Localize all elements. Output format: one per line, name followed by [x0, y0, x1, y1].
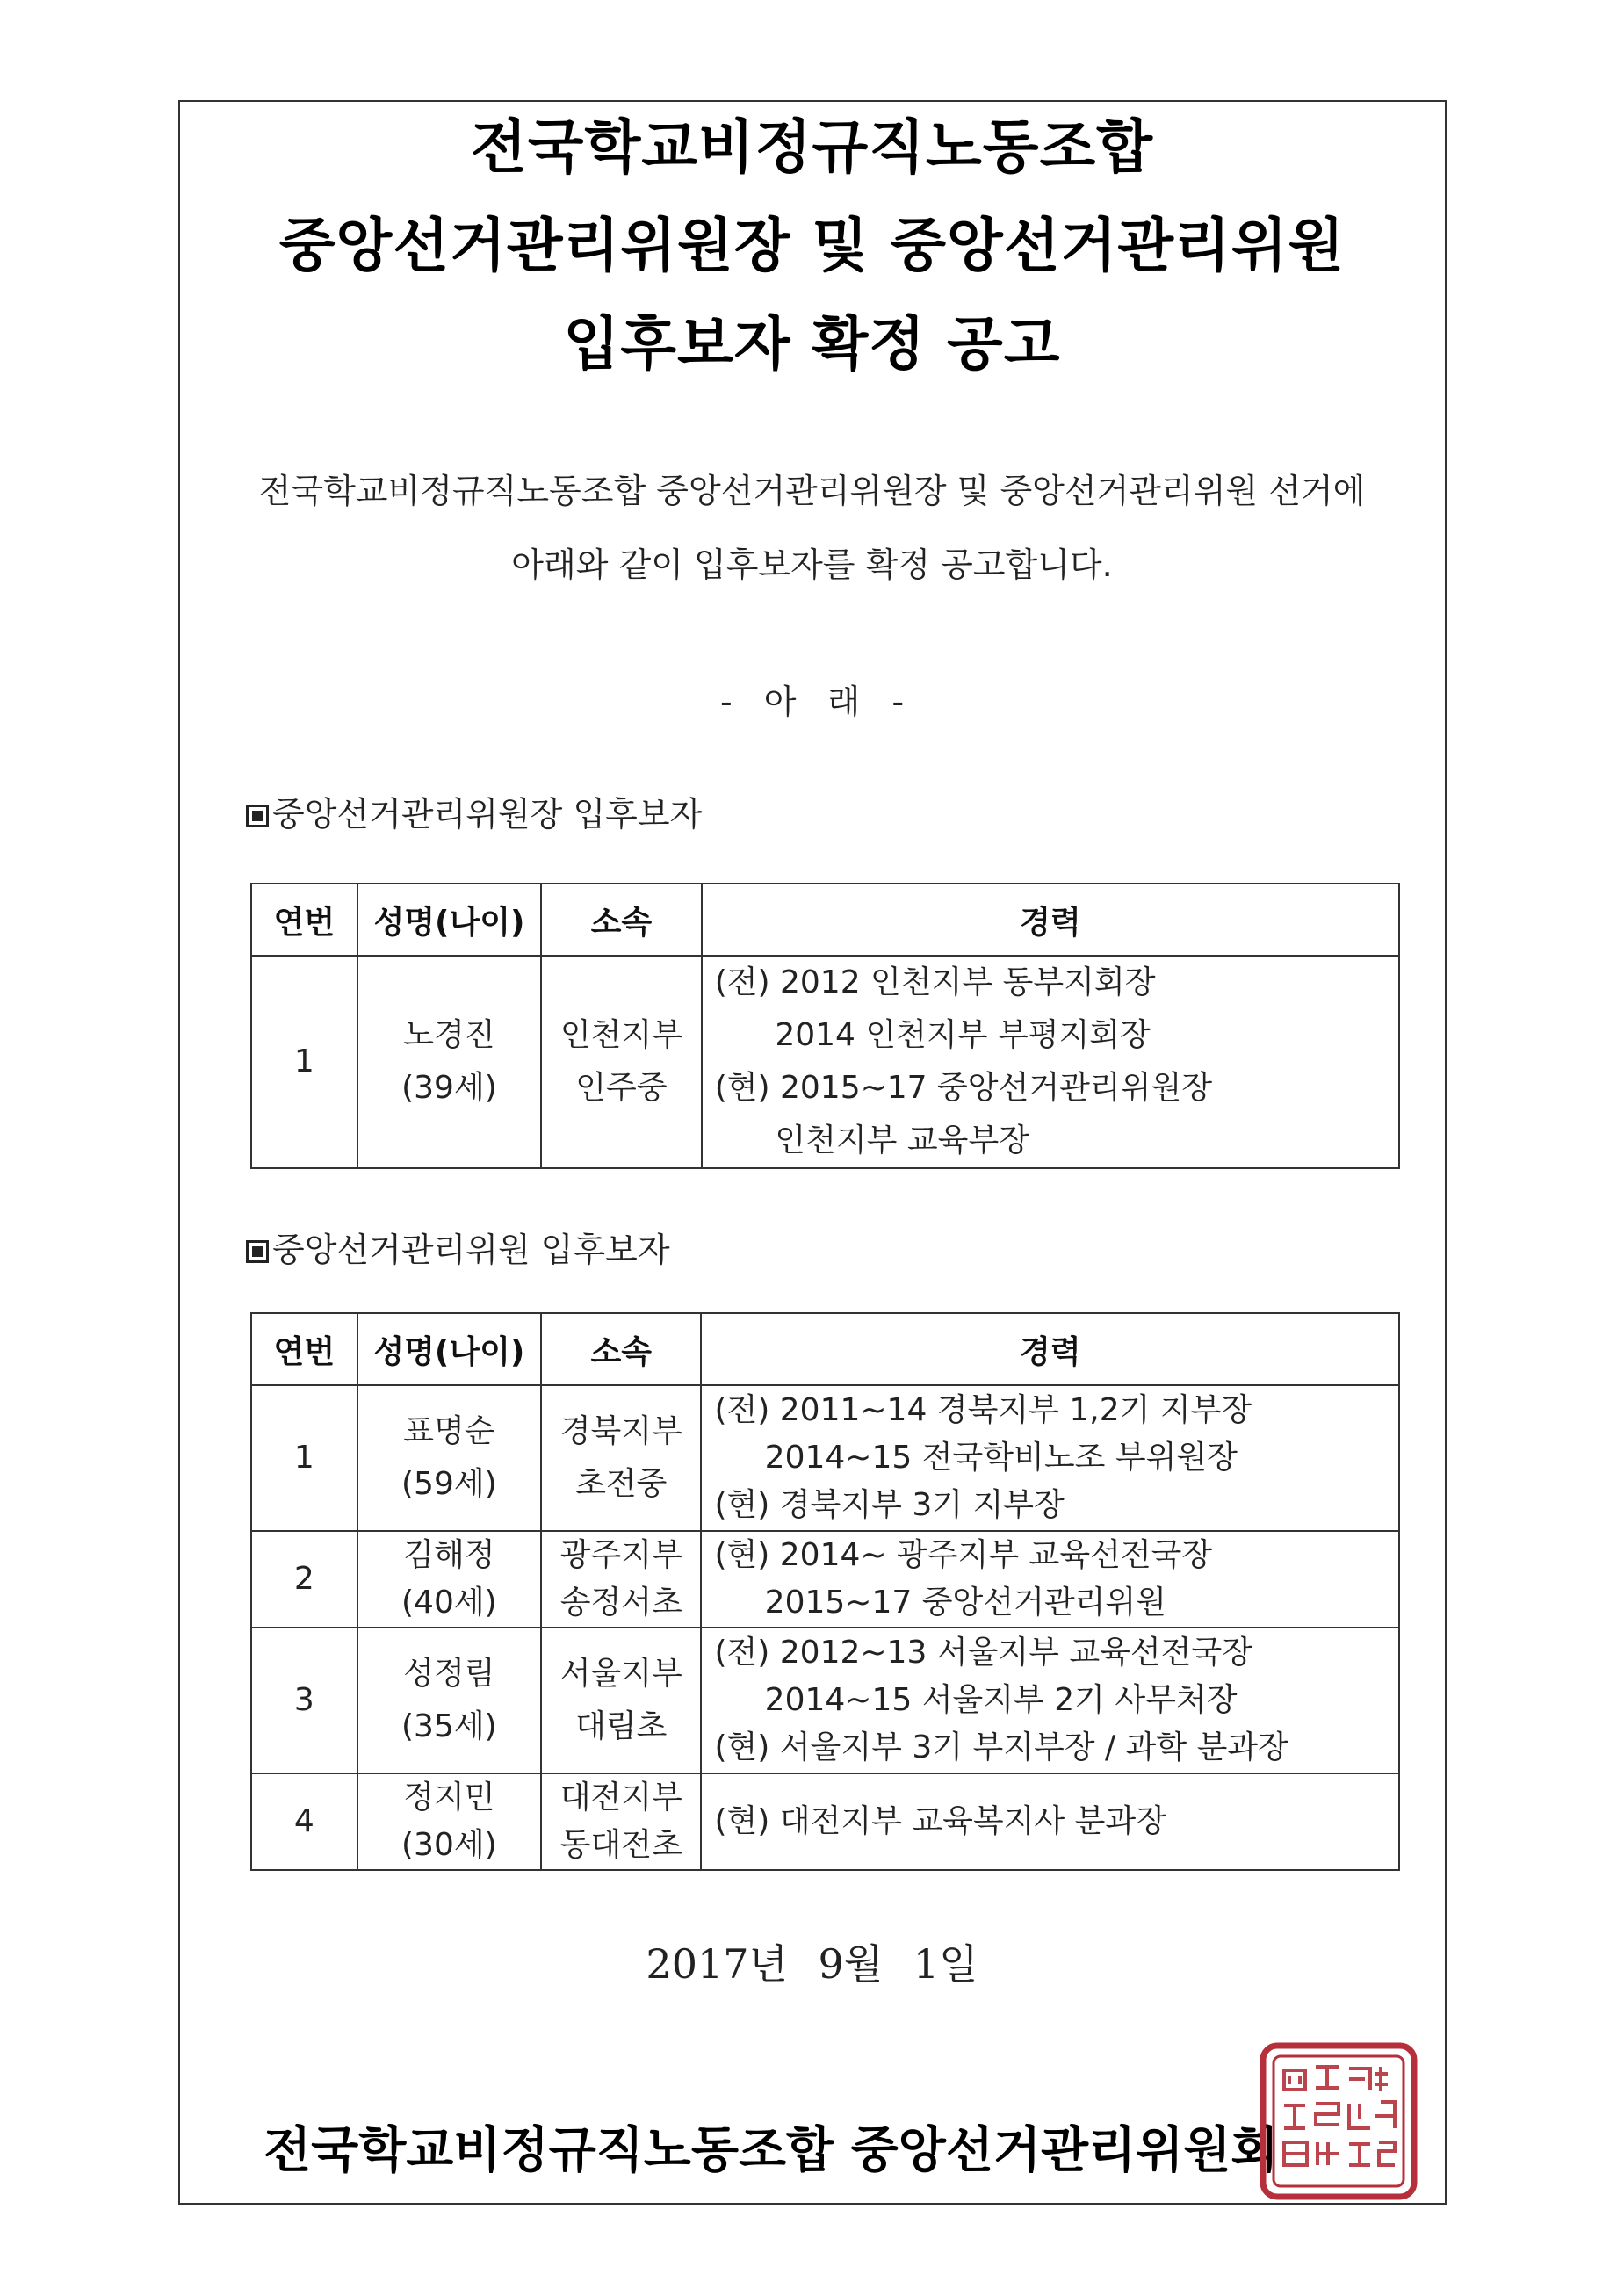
candidate-affiliation-cell: [541, 956, 702, 1168]
candidate-age: (35세): [401, 1708, 497, 1744]
member-candidates-table: [250, 1312, 1400, 1871]
candidate-branch: 인천지부: [559, 1017, 682, 1053]
candidate-age: (59세): [401, 1466, 497, 1502]
candidate-school: 대림초: [575, 1708, 668, 1744]
candidate-school: 인주중: [575, 1070, 668, 1106]
chair-heading-text: 중앙선거관리위원장 입후보자: [272, 795, 703, 834]
career-line: (현) 대전지부 교육복지사 분과장: [714, 1803, 1166, 1839]
candidate-career-cell: [701, 1385, 1399, 1531]
candidate-name-cell: [357, 1628, 541, 1773]
candidate-career-cell: [701, 1531, 1399, 1628]
career-line: (전) 2011~14 경북지부 1,2기 지부장: [714, 1392, 1252, 1428]
chair-candidates-table: [250, 883, 1400, 1169]
candidate-name-cell: [357, 1385, 541, 1531]
candidate-school: 송정서초: [559, 1585, 682, 1621]
header-affiliation: 소속: [541, 884, 702, 956]
candidate-affiliation-cell: [541, 1773, 701, 1870]
filled-square-icon: [246, 805, 269, 827]
career-line: 2014~15 전국학비노조 부위원장: [714, 1440, 1238, 1476]
candidate-career-cell: [702, 956, 1399, 1168]
official-seal-stamp: [1258, 2040, 1419, 2202]
table-row: [251, 1385, 1399, 1531]
candidate-no: 1: [251, 956, 357, 1168]
career-line: 2014 인천지부 부평지회장: [714, 1017, 1151, 1053]
candidate-age: (39세): [401, 1070, 497, 1106]
candidate-no: 4: [251, 1773, 357, 1870]
candidate-name-cell: [357, 1773, 541, 1870]
table-row: [251, 1773, 1399, 1870]
filled-square-icon: [246, 1240, 269, 1263]
title-line-3: 입후보자 확정 공고: [563, 310, 1061, 378]
announcement-date: 2017년 9월 1일: [646, 1940, 978, 1988]
candidate-name: 표명순: [403, 1413, 495, 1449]
candidate-career-cell: [701, 1773, 1399, 1870]
career-line: 2015~17 중앙선거관리위원: [714, 1585, 1166, 1621]
title-line-2: 중앙선거관리위원장 및 중앙선거관리위원: [278, 212, 1346, 279]
below-label: - 아 래 -: [719, 682, 905, 721]
candidate-age: (40세): [401, 1585, 497, 1621]
member-heading-text: 중앙선거관리위원 입후보자: [272, 1231, 670, 1269]
candidate-no: 1: [251, 1385, 357, 1531]
table-header-row: [251, 884, 1399, 956]
candidate-affiliation-cell: [541, 1531, 701, 1628]
header-no: 연번: [251, 884, 357, 956]
career-line: (전) 2012~13 서울지부 교육선전국장: [714, 1635, 1253, 1671]
candidate-branch: 서울지부: [559, 1656, 682, 1692]
candidate-name: 김해정: [403, 1537, 495, 1573]
career-line: 인천지부 교육부장: [714, 1123, 1029, 1159]
career-line: (전) 2012 인천지부 동부지회장: [714, 964, 1156, 1000]
career-line: 2014~15 서울지부 2기 사무처장: [714, 1682, 1238, 1718]
table-header-row: [251, 1313, 1399, 1385]
candidate-name: 성정림: [403, 1656, 495, 1692]
career-line: (현) 경북지부 3기 지부장: [714, 1487, 1065, 1523]
candidate-name: 노경진: [403, 1017, 495, 1053]
candidate-no: 2: [251, 1531, 357, 1628]
career-line: (현) 서울지부 3기 부지부장 / 과학 분과장: [714, 1729, 1288, 1765]
candidate-name-cell: [357, 1531, 541, 1628]
header-name: 성명(나이): [357, 884, 541, 956]
header-no: 연번: [251, 1313, 357, 1385]
table-row: [251, 1628, 1399, 1773]
seal-glyphs: [1284, 2067, 1395, 2165]
career-line: (현) 2014~ 광주지부 교육선전국장: [714, 1537, 1213, 1573]
candidate-school: 초전중: [575, 1466, 668, 1502]
candidate-branch: 광주지부: [559, 1537, 682, 1573]
table-row: [251, 1531, 1399, 1628]
chair-section-heading: [246, 787, 702, 835]
header-career: 경력: [701, 1313, 1399, 1385]
candidate-branch: 경북지부: [559, 1413, 682, 1449]
table-row: [251, 956, 1399, 1168]
candidate-age: (30세): [401, 1827, 497, 1863]
candidate-school: 동대전초: [559, 1827, 682, 1863]
intro-line-1: 전국학교비정규직노동조합 중앙선거관리위원장 및 중앙선거관리위원 선거에: [258, 472, 1366, 510]
candidate-branch: 대전지부: [559, 1780, 682, 1816]
header-career: 경력: [702, 884, 1399, 956]
header-name: 성명(나이): [357, 1313, 541, 1385]
candidate-name-cell: [357, 956, 541, 1168]
career-line: (현) 2015~17 중앙선거관리위원장: [714, 1070, 1213, 1106]
member-section-heading: [246, 1223, 670, 1271]
candidate-affiliation-cell: [541, 1385, 701, 1531]
candidate-no: 3: [251, 1628, 357, 1773]
title-line-1: 전국학교비정규직노동조합: [470, 113, 1154, 181]
candidate-affiliation-cell: [541, 1628, 701, 1773]
candidate-name: 정지민: [403, 1780, 495, 1816]
intro-line-2: 아래와 같이 입후보자를 확정 공고합니다.: [511, 545, 1113, 584]
issuer-name: 전국학교비정규직노동조합 중앙선거관리위원회: [263, 2122, 1279, 2179]
candidate-career-cell: [701, 1628, 1399, 1773]
header-affiliation: 소속: [541, 1313, 701, 1385]
